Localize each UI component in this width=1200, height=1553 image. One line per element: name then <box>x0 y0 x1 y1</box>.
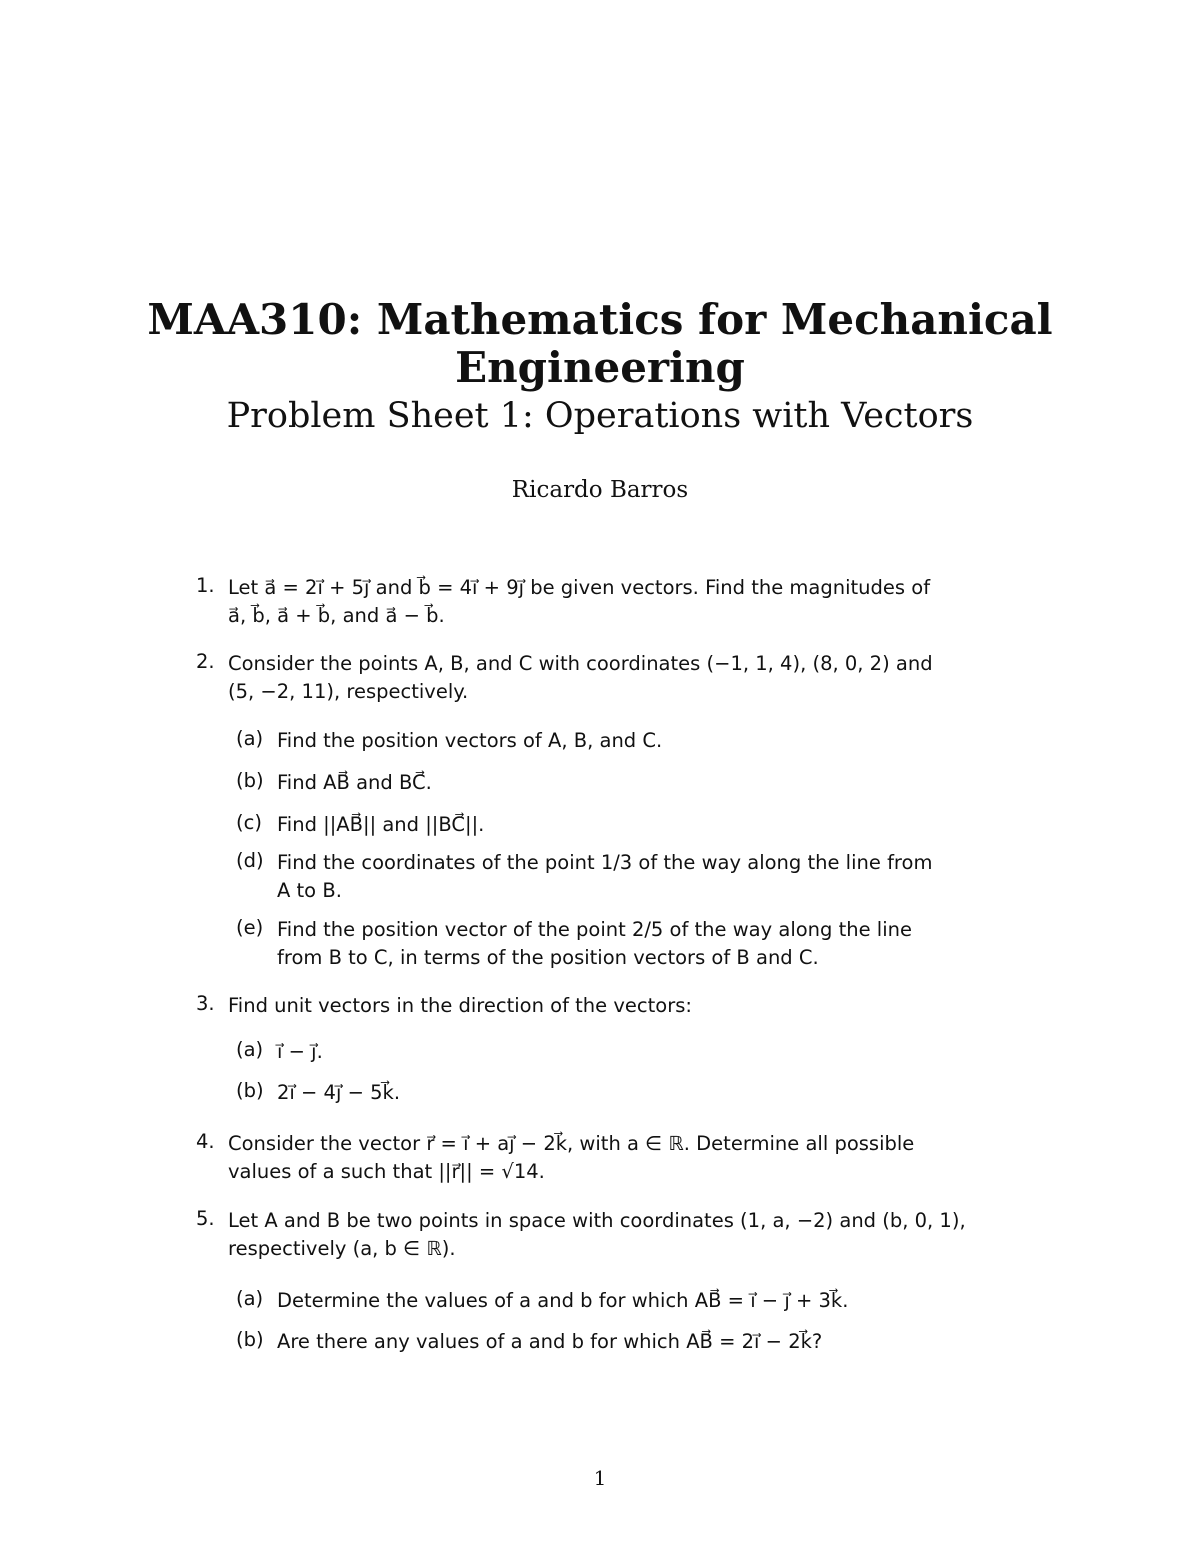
problem-2a-label: (a) <box>236 727 264 750</box>
problem-4-line-1: Consider the vector r⃗ = i⃗ + aj⃗ − 2k⃗, with a ∈ ℝ. Determine all possible <box>228 1132 915 1155</box>
problem-4-line-2: values of a such that ||r⃗|| = √14. <box>228 1160 545 1183</box>
problem-2-line-1: Consider the points A, B, and C with coordinates (−1, 1, 4), (8, 0, 2) and <box>228 652 933 675</box>
problem-2b-text: Find AB⃗ and BC⃗. <box>277 771 432 794</box>
problem-2e-line-1: Find the position vector of the point 2/5 of the way along the line <box>277 918 912 941</box>
problem-3-number: 3. <box>196 992 215 1015</box>
problem-2b-label: (b) <box>236 769 264 792</box>
problem-1-line-1: Let a⃗ = 2i⃗ + 5j⃗ and b⃗ = 4i⃗ + 9j⃗ be given vectors. Find the magnitudes of <box>228 576 931 599</box>
problem-2d-line-1: Find the coordinates of the point 1/3 of the way along the line from <box>277 851 933 874</box>
problem-3a-label: (a) <box>236 1038 264 1061</box>
problem-2c-label: (c) <box>236 811 262 834</box>
problem-5b-label: (b) <box>236 1328 264 1351</box>
problem-5-text <box>228 1207 976 1263</box>
problem-4-text <box>228 1130 976 1186</box>
problem-5a-text: Determine the values of a and b for which AB⃗ = i⃗ − j⃗ + 3k⃗. <box>277 1289 849 1312</box>
problem-5-number: 5. <box>196 1207 215 1230</box>
problem-5-line-2: respectively (a, b ∈ ℝ). <box>228 1237 456 1260</box>
problem-1-line-2: a⃗, b⃗, a⃗ + b⃗, and a⃗ − b⃗. <box>228 604 445 627</box>
problem-3-text: Find unit vectors in the direction of the vectors: <box>228 994 692 1017</box>
problem-2d-line-2: A to B. <box>277 879 342 902</box>
doc-title-line-2: Engineering <box>455 343 745 392</box>
doc-author: Ricardo Barros <box>511 477 689 503</box>
problem-2-number: 2. <box>196 650 215 673</box>
problem-2-text <box>228 650 976 706</box>
doc-title-line-1: MAA310: Mathematics for Mechanical <box>147 295 1053 344</box>
problem-2a-text: Find the position vectors of A, B, and C. <box>277 729 663 752</box>
page-number: 1 <box>593 1466 607 1490</box>
problem-2c-text: Find ||AB⃗|| and ||BC⃗||. <box>277 813 485 836</box>
problem-2-line-2: (5, −2, 11), respectively. <box>228 680 469 703</box>
problem-3a-text: i⃗ − j⃗. <box>277 1040 323 1063</box>
problem-5b-text: Are there any values of a and b for which AB⃗ = 2i⃗ − 2k⃗? <box>277 1330 823 1353</box>
problem-2e-line-2: from B to C, in terms of the position vectors of B and C. <box>277 946 819 969</box>
problem-3b-label: (b) <box>236 1079 264 1102</box>
problem-1-number: 1. <box>196 574 215 597</box>
problem-3b-text: 2i⃗ − 4j⃗ − 5k⃗. <box>277 1081 401 1104</box>
problem-2e-text <box>277 916 976 972</box>
problem-5a-label: (a) <box>236 1287 264 1310</box>
problem-4-number: 4. <box>196 1130 215 1153</box>
problem-2d-label: (d) <box>236 849 264 872</box>
problem-2e-label: (e) <box>236 916 264 939</box>
problem-1-text <box>228 574 976 630</box>
problem-5-line-1: Let A and B be two points in space with coordinates (1, a, −2) and (b, 0, 1), <box>228 1209 966 1232</box>
doc-subtitle: Problem Sheet 1: Operations with Vectors <box>226 396 974 436</box>
problem-2d-text <box>277 849 976 905</box>
